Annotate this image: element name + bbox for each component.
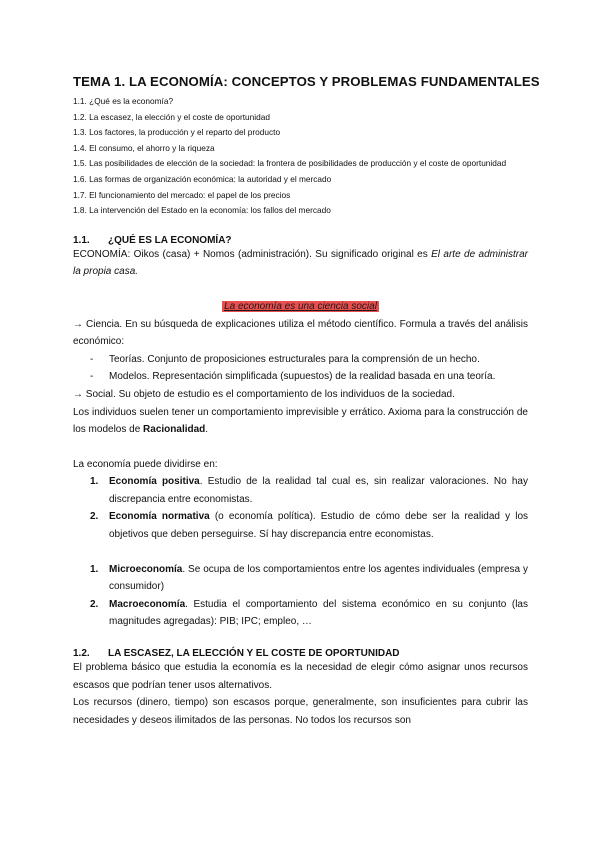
- section-title: ¿QUÉ ES LA ECONOMÍA?: [108, 234, 232, 246]
- definition-italic: El arte de administrar la propia casa.: [73, 248, 528, 278]
- list-item: - Modelos. Representación simplificada (supuestos) de la realidad basada en una teoría.: [73, 368, 528, 386]
- numbered-list-positive-normative: [73, 473, 528, 543]
- section-title: LA ESCASEZ, LA ELECCIÓN Y EL COSTE DE OPORTUNIDAD: [108, 648, 400, 660]
- dash-list: [73, 351, 528, 386]
- toc-item: 1.7. El funcionamiento del mercado: el papel de los precios: [73, 189, 291, 200]
- numbered-list-micro-macro: [73, 561, 528, 631]
- social-paragraph: → Social. Su objeto de estudio es el comportamiento de los individuos de la sociedad.: [73, 388, 455, 400]
- economia-definition: [73, 246, 528, 281]
- document-page: [73, 74, 540, 729]
- toc-item: 1.6. Las formas de organización económica: la autoridad y el mercado: [73, 173, 332, 184]
- list-term: Microeconomía: [109, 563, 183, 575]
- divide-paragraph: La economía puede dividirse en:: [73, 458, 218, 470]
- table-of-contents: [73, 94, 528, 219]
- list-number: 2.: [90, 511, 99, 523]
- list-text: . Se ocupa de los comportamientos entre los agentes individuales (empresa y consumidor): [109, 563, 528, 593]
- highlight-line: [73, 298, 528, 316]
- document-title: TEMA 1. LA ECONOMÍA: CONCEPTOS Y PROBLEMAS FUNDAMENTALES: [73, 74, 540, 89]
- problema-paragraph: El problema básico que estudia la economía es la necesidad de elegir cómo asignar unos recursos escasos que podrían tener usos alternativos.: [73, 662, 528, 691]
- list-number: 2.: [90, 598, 99, 610]
- list-term: Economía normativa: [109, 511, 210, 523]
- recursos-paragraph: Los recursos (dinero, tiempo) son escasos porque, generalmente, son insuficientes para cubrir las necesidades y deseos ilimitados de las personas. No todos los recursos son: [73, 697, 528, 726]
- ciencia-paragraph: → Ciencia. En su búsqueda de explicaciones utiliza el método científico. Formula a través del análisis económico:: [73, 318, 528, 348]
- section-heading-1-2: [73, 648, 528, 659]
- toc-item: 1.3. Los factores, la producción y el reparto del producto: [73, 127, 281, 138]
- toc-item: 1.5. Las posibilidades de elección de la sociedad: la frontera de posibilidades de producción y el coste de oportunidad: [73, 158, 507, 169]
- toc-item: 1.8. La intervención del Estado en la economía: los fallos del mercado: [73, 205, 331, 216]
- list-number: 1.: [90, 563, 99, 575]
- list-item: [73, 508, 528, 543]
- toc-item: 1.4. El consumo, el ahorro y la riqueza: [73, 142, 215, 153]
- section-heading-1-1: [73, 235, 528, 246]
- list-item: [73, 596, 528, 631]
- list-number: 1.: [90, 476, 99, 488]
- list-item: - Teorías. Conjunto de proposiciones estructurales para la comprensión de un hecho.: [73, 351, 528, 369]
- individuos-end: .: [205, 424, 209, 436]
- individuos-text: Los individuos suelen tener un comportamiento imprevisible y errático. Axioma para la construcción de los modelos de: [73, 406, 528, 436]
- racionalidad-term: Racionalidad: [143, 424, 206, 436]
- individuos-paragraph: [73, 404, 528, 439]
- toc-item: 1.2. La escasez, la elección y el coste de oportunidad: [73, 111, 270, 122]
- list-text: (o economía política). Estudio de cómo debe ser la realidad y los objetivos que deben perseguirse. Sí hay discrepancia entre economistas.: [109, 511, 529, 541]
- list-text: . Estudio de la realidad tal cual es, sin realizar valoraciones. No hay discrepancia entre economistas.: [109, 476, 528, 505]
- list-item: [73, 561, 528, 596]
- list-term: Economía positiva: [109, 476, 200, 488]
- highlighted-statement: La economía es una ciencia social: [224, 300, 377, 312]
- list-item: [73, 473, 528, 508]
- section-number: 1.2.: [73, 648, 90, 660]
- section-number: 1.1.: [73, 234, 90, 246]
- list-text: . Estudia el comportamiento del sistema económico en su conjunto (las magnitudes agregadas): PIB; IPC; empleo, …: [109, 598, 528, 628]
- toc-item: 1.1. ¿Qué es la economía?: [73, 96, 174, 106]
- definition-text: ECONOMÍA: Oikos (casa) + Nomos (administración). Su significado original es: [73, 248, 432, 260]
- list-term: Macroeconomía: [109, 598, 186, 610]
